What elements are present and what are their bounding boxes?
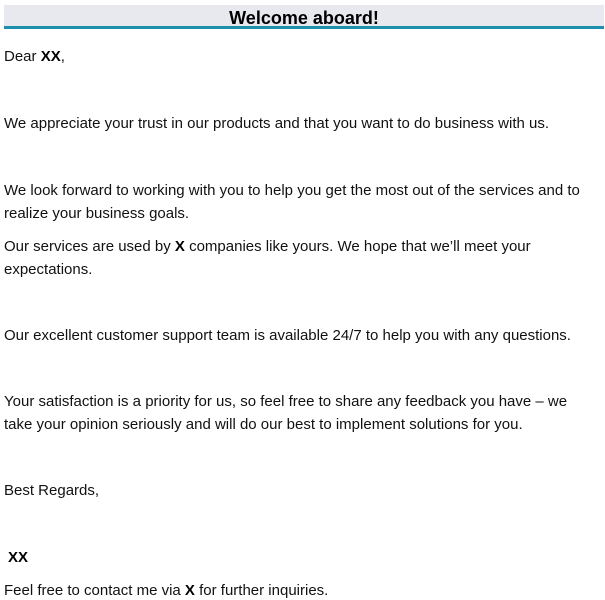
services-prefix: Our services are used by bbox=[4, 238, 175, 255]
closing-line: Best Regards, bbox=[4, 482, 100, 499]
paragraph-support: Our excellent customer support team is available 24/7 to help you with any questions. bbox=[4, 327, 571, 344]
contact-suffix: for further inquiries. bbox=[194, 582, 329, 599]
paragraph-goals-line-2: realize your business goals. bbox=[4, 205, 190, 222]
contact-method: X bbox=[184, 582, 195, 599]
paragraph-services-line-1 bbox=[4, 235, 600, 258]
title-bar bbox=[4, 5, 604, 29]
paragraph-feedback-line-1: Your satisfaction is a priority for us, so feel free to share any feedback you have – we bbox=[4, 393, 568, 410]
signature-name: XX bbox=[8, 549, 29, 566]
company-count: X bbox=[174, 238, 185, 255]
services-suffix: companies like yours. We hope that we’ll meet your bbox=[184, 238, 531, 255]
paragraph-appreciation: We appreciate your trust in our products and that you want to do business with us. bbox=[4, 115, 550, 132]
contact-prefix: Feel free to contact me via bbox=[4, 582, 185, 599]
paragraph-goals-line-1: We look forward to working with you to help you get the most out of the services and to bbox=[4, 182, 580, 199]
page-title: Welcome aboard! bbox=[229, 8, 379, 28]
greeting-line bbox=[4, 45, 600, 68]
paragraph-services-line-2: expectations. bbox=[4, 261, 93, 278]
greeting-suffix: , bbox=[60, 48, 65, 65]
greeting-prefix: Dear bbox=[4, 48, 41, 65]
recipient-name: XX bbox=[40, 48, 61, 65]
paragraph-feedback-line-2: take your opinion seriously and will do our best to implement solutions for you. bbox=[4, 416, 523, 433]
contact-line bbox=[4, 579, 600, 600]
